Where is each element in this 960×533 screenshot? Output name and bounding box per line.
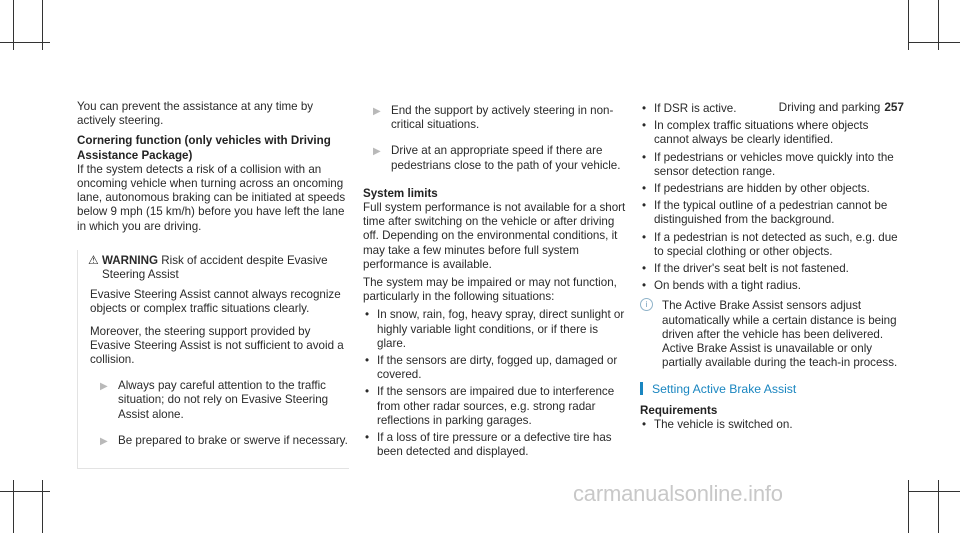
support-step-2 bbox=[363, 144, 628, 172]
list-item: • If the driver's seat belt is not fastened. bbox=[640, 262, 902, 276]
crop-mark-bottom-right-v2 bbox=[938, 480, 939, 533]
requirements-bullet-list bbox=[640, 418, 902, 432]
warning-step-text: Be prepared to brake or swerve if necessary. bbox=[118, 433, 348, 447]
info-note bbox=[640, 299, 902, 370]
list-item: • On bends with a tight radius. bbox=[640, 279, 902, 293]
list-item: • In snow, rain, fog, heavy spray, direct sunlight or highly variable light conditions, or if there is glare. bbox=[363, 308, 628, 351]
section-marker-bar bbox=[640, 382, 643, 395]
list-item: • In complex traffic situations where objects cannot always be clearly identified. bbox=[640, 119, 902, 147]
system-limits-heading: System limits bbox=[363, 186, 438, 200]
setting-heading-text: Setting Active Brake Assist bbox=[652, 382, 797, 397]
list-item: • If a loss of tire pressure or a defective tire has been detected and displayed. bbox=[363, 431, 628, 459]
list-item: • If the sensors are dirty, fogged up, damaged or covered. bbox=[363, 354, 628, 382]
support-step-text: Drive at an appropriate speed if there are pedestrians close to the path of your vehicle. bbox=[391, 144, 621, 172]
list-item: • If pedestrians are hidden by other objects. bbox=[640, 182, 902, 196]
crop-mark-top-right-v1 bbox=[908, 0, 909, 50]
list-item: • If the typical outline of a pedestrian cannot be distinguished from the background. bbox=[640, 199, 902, 227]
intro-paragraph: You can prevent the assistance at any time by actively steering. bbox=[77, 100, 314, 128]
warning-step-2 bbox=[90, 434, 349, 448]
list-item: • If pedestrians or vehicles move quickly into the sensor detection range. bbox=[640, 151, 902, 179]
limits-bullet-list bbox=[363, 308, 628, 459]
crop-mark-top-right-h bbox=[908, 42, 960, 43]
warning-step-text: Always pay careful attention to the traffic situation; do not rely on Evasive Steering Assist alone. bbox=[118, 379, 329, 421]
warning-title: WARNING bbox=[102, 253, 159, 267]
warning-header bbox=[90, 254, 349, 282]
crop-mark-bottom-right-v1 bbox=[908, 480, 909, 533]
support-step-1 bbox=[363, 104, 628, 132]
warning-paragraph-2: Moreover, the steering support provided by Evasive Steering Assist is not sufficient to avoid a collision. bbox=[90, 324, 344, 367]
situations-bullet-list bbox=[640, 102, 902, 293]
list-item: • If a pedestrian is not detected as such, e.g. due to special clothing or other objects. bbox=[640, 231, 902, 259]
crop-mark-top-left-v2 bbox=[42, 0, 43, 50]
arrow-bullet-icon: ▶ bbox=[373, 146, 381, 158]
list-item: • If the sensors are impaired due to interference from other radar sources, e.g. strong radar reflections in parking garages. bbox=[363, 385, 628, 428]
setting-section-heading bbox=[640, 382, 902, 397]
list-item: • The vehicle is switched on. bbox=[640, 418, 902, 432]
limits-paragraph-1: Full system performance is not available for a short time after switching on the vehicle or after driving off. Depending on the environmental conditions, it may take a few minutes before full system performance is available. bbox=[363, 201, 626, 271]
crop-mark-bottom-left-v1 bbox=[13, 480, 14, 533]
crop-mark-top-right-v2 bbox=[938, 0, 939, 50]
info-icon: i bbox=[640, 298, 653, 311]
column-left bbox=[77, 100, 349, 469]
cornering-paragraph: If the system detects a risk of a collision with an oncoming vehicle when turning across an oncoming lane, autonomous braking can be initiated at speeds below 9 mph (15 km/h) before you have left the lane in which you are driving. bbox=[77, 162, 346, 233]
arrow-bullet-icon: ▶ bbox=[373, 106, 381, 117]
info-note-text: The Active Brake Assist sensors adjust automatically while a certain distance is being driven after the vehicle has been delivered. Active Brake Assist is unavailable or only partially available during the teach-in process. bbox=[662, 299, 898, 370]
arrow-bullet-icon: ▶ bbox=[100, 381, 108, 393]
crop-mark-bottom-right-h bbox=[908, 491, 960, 492]
warning-triangle-icon: ⚠ bbox=[88, 252, 99, 267]
warning-step-1 bbox=[90, 379, 349, 422]
limits-paragraph-2: The system may be impaired or may not function, particularly in the following situations: bbox=[363, 276, 617, 304]
page-number: 257 bbox=[884, 100, 904, 114]
support-step-text: End the support by actively steering in non-critical situations. bbox=[391, 104, 614, 132]
warning-paragraph-1: Evasive Steering Assist cannot always recognize objects or complex traffic situations clearly. bbox=[90, 288, 341, 316]
column-middle bbox=[363, 100, 628, 462]
arrow-bullet-icon: ▶ bbox=[100, 435, 108, 447]
crop-mark-bottom-left-v2 bbox=[42, 480, 43, 533]
crop-mark-top-left-v1 bbox=[13, 0, 14, 50]
requirements-heading: Requirements bbox=[640, 403, 718, 417]
warning-title-text: Risk of accident despite Evasive Steering Assist bbox=[102, 253, 328, 282]
cornering-heading: Cornering function (only vehicles with Driving Assistance Package) bbox=[77, 134, 331, 162]
header-section-title: Driving and parking bbox=[778, 100, 881, 114]
warning-box bbox=[77, 250, 349, 469]
column-right bbox=[640, 102, 902, 435]
list-item: • If DSR is active. bbox=[640, 102, 902, 116]
watermark: carmanualsonline.info bbox=[573, 481, 783, 506]
